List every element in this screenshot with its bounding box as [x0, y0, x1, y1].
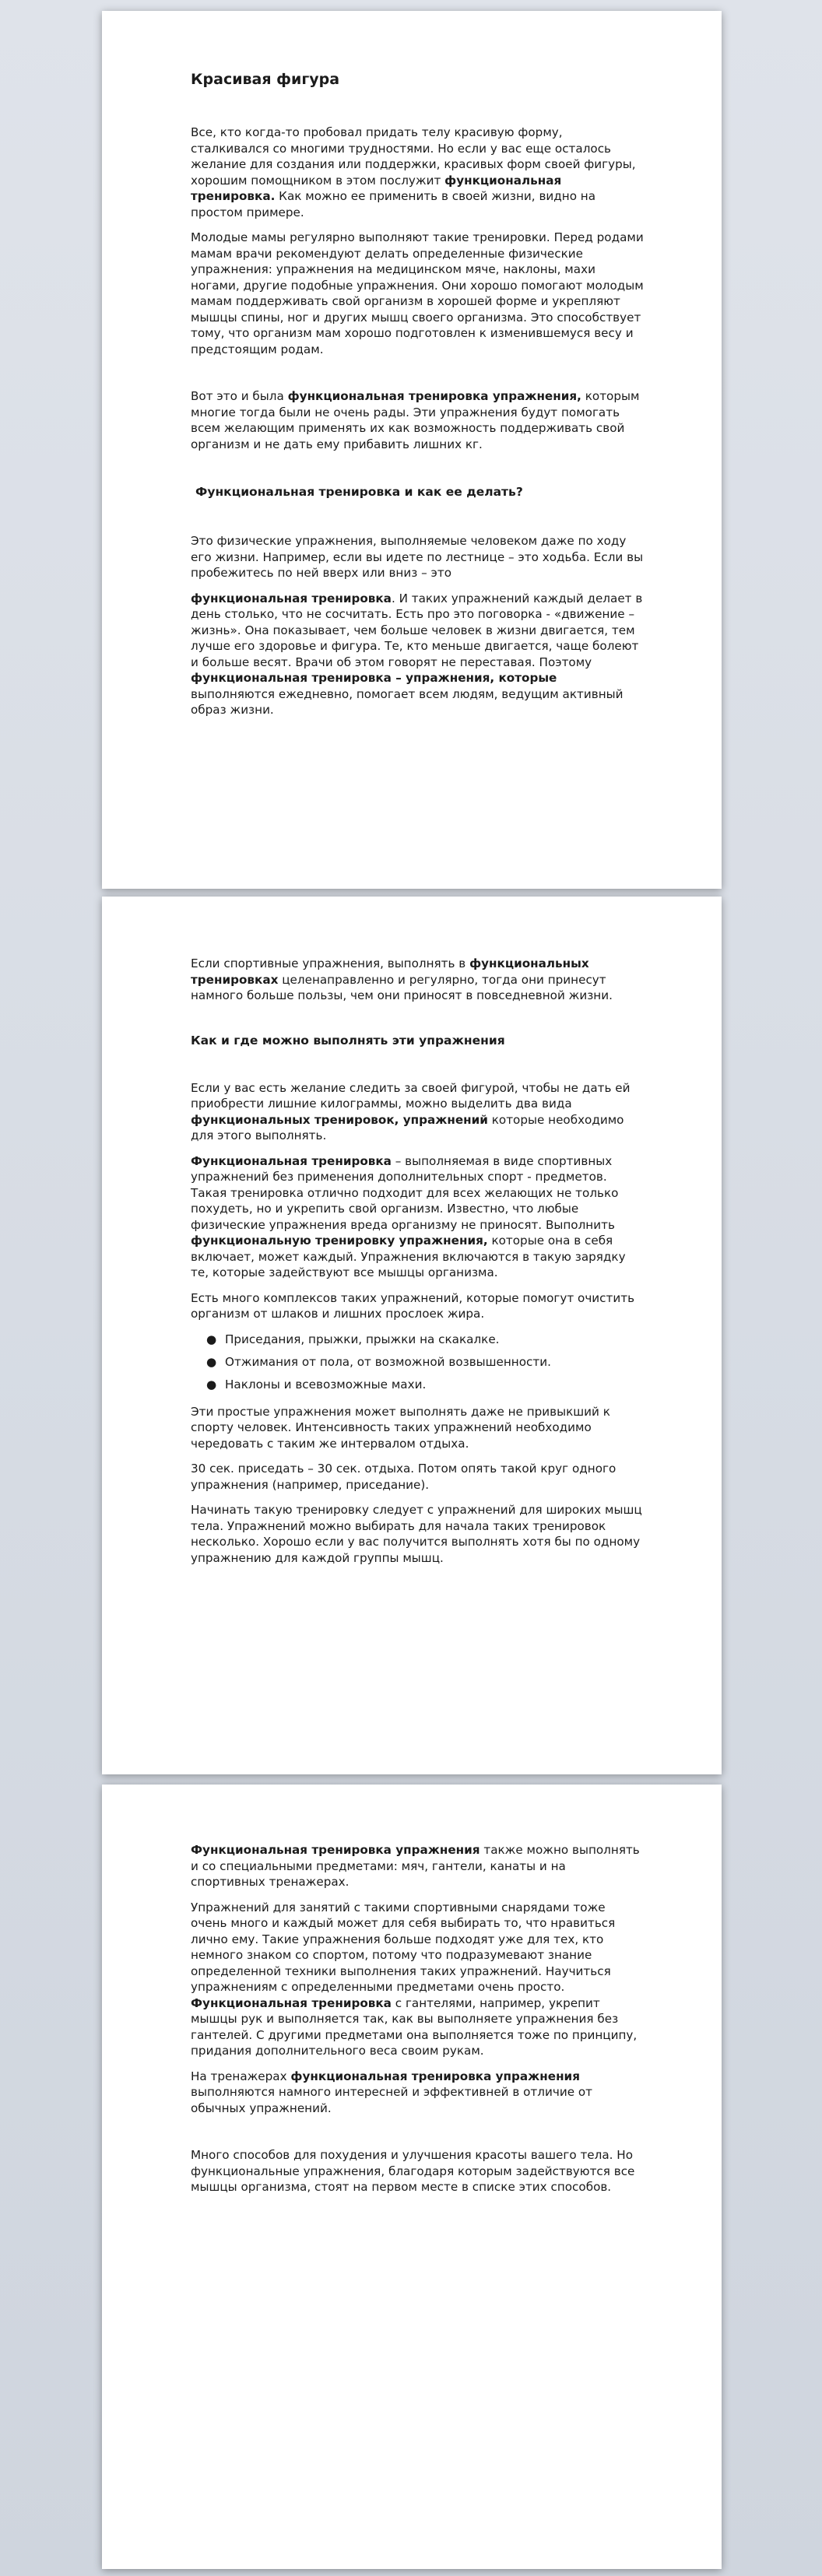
page-2-content — [191, 956, 644, 1575]
list-item: ● Наклоны и всевозможные махи. — [206, 1377, 427, 1392]
list-item: ● Отжимания от пола, от возможной возвышенности. — [206, 1354, 551, 1369]
paragraph: Упражнений для занятий с такими спортивными снарядами тоже очень много и каждый может для себя выбирать то, что нравиться лично ему. Такие упражнения больше подходят уже для тех, кто немного знаком со спортом, потому что подразумевают знание определенной техники выполнения таких упражнений. Научиться упражнениям с определенными предметами очень просто. Функциональная тренировка с гантелями, например, укрепит мышцы рук и выполняется так, как вы выполняете упражнения без гантелей. С другими предметами она выполняется тоже по принципу, придания дополнительного веса своим рукам. — [191, 1900, 638, 2058]
document-page-3 — [102, 1785, 722, 2569]
list-item: ● Приседания, прыжки, прыжки на скакалке. — [206, 1332, 500, 1346]
bold-term: функциональных тренировках — [191, 956, 589, 987]
bold-term: Функциональная тренировка упражнения — [191, 1843, 480, 1857]
paragraph: функциональная тренировка. И таких упражнений каждый делает в день столько, что не сосчитать. Есть про это поговорка - «движение – жизнь». Она показывает, чем больше человек в жизни двигается, тем лучше его здоровье и фигура. Те, кто меньше двигается, чаще болеют и больше весят. Врачи об этом говорят не переставая. Поэтому функциональная тренировка – упражнения, которые выполняются ежедневно, помогает всем людям, ведущим активный образ жизни. — [191, 591, 643, 717]
bold-term: функциональная тренировка. — [191, 173, 562, 203]
document-page-1 — [102, 11, 722, 889]
paragraph: Функциональная тренировка – выполняемая в виде спортивных упражнений без применения дополнительных спорт - предметов. Такая тренировка отлично подходит для всех желающих не только похудеть, но и укрепить свой организм. Известно, что любые физические упражнения вреда организму не приносят. Выполнить функциональную тренировку упражнения, которые она в себя включает, может каждый. Упражнения включаются в такую зарядку те, которые задействуют все мышцы организма. — [191, 1153, 626, 1279]
bullet-icon: ● — [206, 1377, 217, 1392]
paragraph: На тренажерах функциональная тренировка упражнения выполняются намного интересней и эффективней в отличие от обычных упражнений. — [191, 2069, 593, 2115]
bullet-icon: ● — [206, 1332, 217, 1346]
paragraph: Начинать такую тренировку следует с упражнений для широких мышц тела. Упражнений можно выбирать для начала таких тренировок несколько. Хорошо если у вас получится выполнять хотя бы по одному упражнению для каждой группы мышц. — [191, 1503, 642, 1565]
paragraph: Все, кто когда-то пробовал придать телу красивую форму, сталкивался со многими трудностями. Но если у вас еще осталось желание для создания или поддержки, красивых форм своей фигуры, хорошим помощником в этом послужит функциональная тренировка. Как можно ее применить в своей жизни, видно на простом примере. — [191, 125, 636, 219]
page-3-content — [191, 1842, 644, 2205]
paragraph: 30 сек. приседать – 30 сек. отдыха. Потом опять такой круг одного упражнения (например, приседание). — [191, 1462, 616, 1492]
paragraph: Вот это и была функциональная тренировка упражнения, которым многие тогда были не очень рады. Эти упражнения будут помогать всем желающим применять их как возможность поддерживать свой организм и не дать ему прибавить лишних кг. — [191, 389, 640, 451]
paragraph: Много способов для похудения и улучшения красоты вашего тела. Но функциональные упражнения, благодаря которым задействуются все мышцы организма, стоят на первом месте в списке этих способов. — [191, 2148, 635, 2194]
paragraph: Если у вас есть желание следить за своей фигурой, чтобы не дать ей приобрести лишние килограммы, можно выделить два вида функциональных тренировок, упражнений которые необходимо для этого выполнять. — [191, 1080, 631, 1142]
page-1-content — [191, 70, 644, 728]
bold-term: функциональная тренировка упражнения — [290, 2069, 580, 2083]
paragraph: Есть много комплексов таких упражнений, которые помогут очистить организм от шлаков и лишних прослоек жира. — [191, 1290, 635, 1321]
bullet-icon: ● — [206, 1354, 217, 1369]
paragraph: Это физические упражнения, выполняемые человеком даже по ходу его жизни. Например, если вы идете по лестнице – это ходьба. Если вы пробежитесь по ней вверх или вниз – это — [191, 534, 644, 580]
paragraph: Молодые мамы регулярно выполняют такие тренировки. Перед родами мамам врачи рекомендуют делать определенные физические упражнения: упражнения на медицинском мяче, наклоны, махи ногами, другие подобные упражнения. Они хорошо помогают молодым мамам поддерживать свой организм в хорошей форме и укрепляют мышцы спины, ног и других мышц своего организма. Это способствует тому, что организм мам хорошо подготовлен к изменившемуся весу и предстоящим родам. — [191, 230, 644, 356]
bold-term: Функциональная тренировка — [191, 1153, 392, 1168]
bold-term: функциональных тренировок, упражнений — [191, 1112, 488, 1127]
section-heading: Функциональная тренировка и как ее делать? — [195, 485, 523, 499]
bold-term: функциональная тренировка — [191, 591, 392, 605]
paragraph: Эти простые упражнения может выполнять даже не привыкший к спорту человек. Интенсивность таких упражнений необходимо чередовать с таким же интервалом отдыха. — [191, 1404, 610, 1451]
document-page-2 — [102, 897, 722, 1774]
exercise-list — [191, 1332, 644, 1392]
bold-term: функциональная тренировка – упражнения, которые — [191, 671, 557, 685]
bold-term: функциональную тренировку упражнения, — [191, 1234, 488, 1248]
paragraph: Если спортивные упражнения, выполнять в функциональных тренировках целенаправленно и регулярно, тогда они принесут намного больше пользы, чем они приносят в повседневной жизни. — [191, 956, 613, 1002]
paragraph: Функциональная тренировка упражнения также можно выполнять и со специальными предметами: мяч, гантели, канаты и на спортивных тренажерах. — [191, 1843, 640, 1889]
document-title: Красивая фигура — [191, 71, 340, 88]
bold-term: функциональная тренировка упражнения, — [287, 389, 581, 403]
section-heading: Как и где можно выполнять эти упражнения — [191, 1033, 505, 1048]
bold-term: Функциональная тренировка — [191, 1995, 392, 2010]
